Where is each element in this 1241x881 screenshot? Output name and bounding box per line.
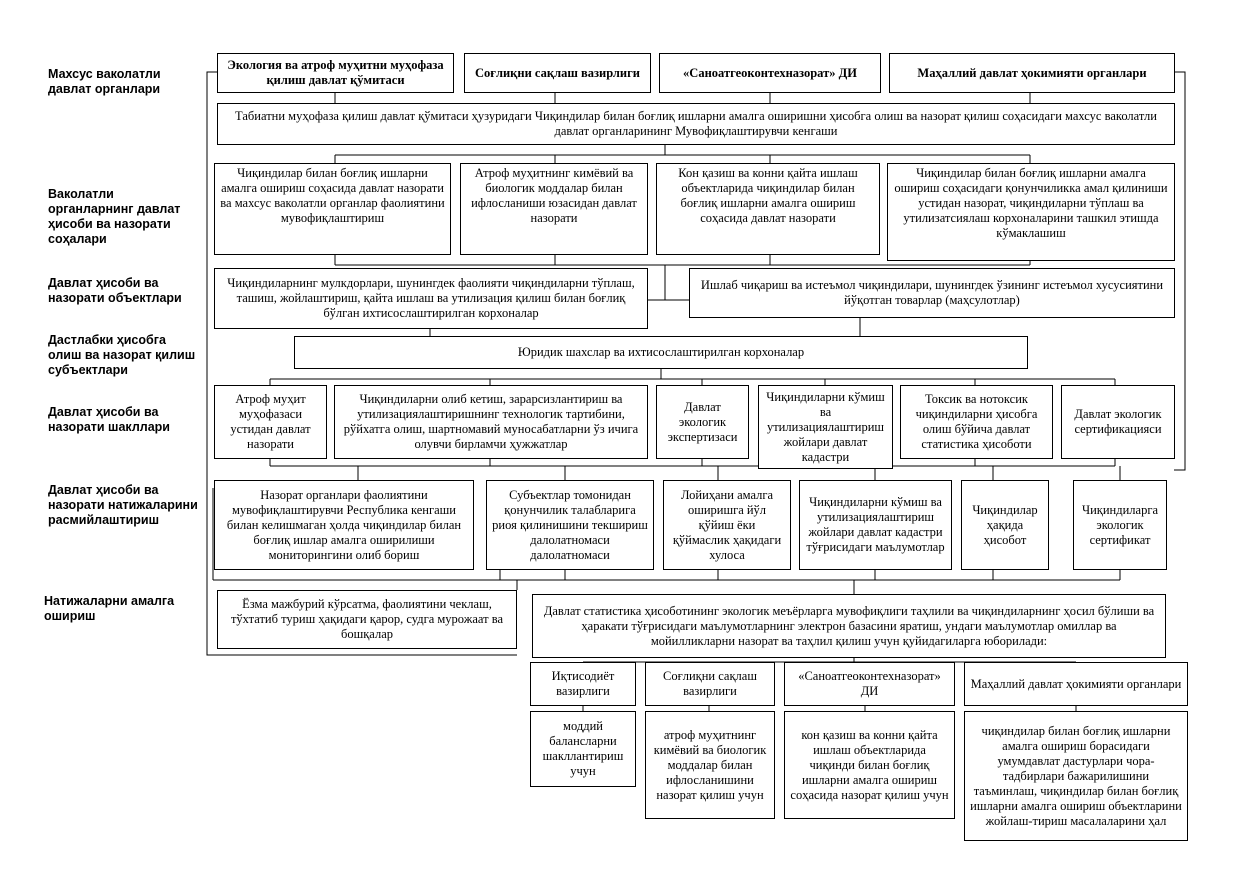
purpose-state-programs: чиқиндилар билан боғлиқ ишларни амалга ошириш борасидаги умумдавлат дастурлари чора-тадбирлари бажарилишини таъминлаш, чиқиндилар билан боғлиқ ишларни амалга ошириш объектларини жойлаш-тириш масалаларини ҳал <box>964 711 1188 841</box>
coordinating-council: Табиатни муҳофаза қилиш давлат қўмитаси ҳузуридаги Чиқиндилар билан боғлиқ ишларни амалга оширишни ҳисобга олиш ва назорат қилиш соҳасидаги махсус ваколатли давлат органларининг Мувофиқлаштирувчи кенгаши <box>217 103 1175 145</box>
subjects-legal-entities: Юридик шахслар ва ихтисослаштирилган корхоналар <box>294 336 1028 369</box>
recipient-local-authorities: Маҳаллий давлат ҳокимияти органлари <box>964 662 1188 706</box>
doc-waste-certificate: Чиқиндиларга экологик сертификат <box>1073 480 1167 570</box>
recipient-sanoatgeokontekhnazorat: «Саноатгеоконтехназорат» ДИ <box>784 662 955 706</box>
recipient-economy-ministry: Иқтисодиёт вазирлиги <box>530 662 636 706</box>
body-health-ministry: Соғлиқни сақлаш вазирлиги <box>464 53 651 93</box>
object-waste-goods: Ишлаб чиқариш ва истеъмол чиқиндилари, шунингдек ўзининг истеъмол хусусиятини йўқотган товарлар (маҳсулотлар) <box>689 268 1175 318</box>
form-environmental-control: Атроф муҳит муҳофазаси устидан давлат назорати <box>214 385 327 459</box>
body-sanoatgeokontekhnazorat: «Саноатгеоконтехназорат» ДИ <box>659 53 881 93</box>
result-enforcement: Ёзма мажбурий кўрсатма, фаолиятини чеклаш, тўхтатиб туриш ҳақидаги қарор, судга мурожаат ва бошқалар <box>217 590 517 649</box>
form-ecological-expertise: Давлат экологик экспертизаси <box>656 385 749 459</box>
sphere-legislation-control: Чиқиндилар билан боғлиқ ишларни амалга ошириш соҳасидаги қонунчиликка амал қилиниши устидан назорат, чиқиндиларни тўплаш ва утилизатсиялаш корхоналарини ташкил этишда кўмаклашиш <box>887 163 1175 261</box>
form-landfill-cadastre: Чиқиндиларни кўмиш ва утилизациялаштириш жойлари давлат кадастри <box>758 385 893 469</box>
object-waste-owners: Чиқиндиларнинг мулкдорлари, шунингдек фаолияти чиқиндиларни тўплаш, ташиш, жойлаштириш, қайта ишлаш ва утилизация қилиш билан боғлиқ бўлган ихтисослаштирилган корхоналар <box>214 268 648 329</box>
row-label-results: Натижаларни амалга ошириш <box>44 594 175 623</box>
doc-inspection-act: Субъектлар томонидан қонунчилик талабларига риоя қилинишини текшириш далолатномаси далолатномаси <box>486 480 654 570</box>
doc-cadastre-data: Чиқиндиларни кўмиш ва утилизациялаштириш жойлари давлат кадастри тўғрисидаги маълумотлар <box>799 480 952 570</box>
body-local-authorities: Маҳаллий давлат ҳокимияти органлари <box>889 53 1175 93</box>
row-label-documents: Давлат ҳисоби ва назорати натижаларини расмийлаштириш <box>48 483 198 527</box>
sphere-chemical-control: Атроф муҳитнинг кимёвий ва биологик моддалар билан ифлосланиши юзасидан давлат назорати <box>460 163 648 255</box>
purpose-pollution-control: атроф муҳитнинг кимёвий ва биологик моддалар билан ифлосланишини назорат қилиш учун <box>645 711 775 819</box>
doc-waste-report: Чиқиндилар ҳақида ҳисобот <box>961 480 1049 570</box>
sphere-mining-control: Кон қазиш ва конни қайта ишлаш объектларида чиқиндилар билан боғлиқ ишларни амалга ошириш соҳасида давлат назорати <box>656 163 880 255</box>
doc-monitoring: Назорат органлари фаолиятини мувофиқлаштирувчи Республика кенгаши билан келишмаган ҳолда чиқиндилар билан боғлиқ ишлар амалга оширилиши мониторингини олиб бориш <box>214 480 474 570</box>
sphere-coordination: Чиқиндилар билан боғлиқ ишларни амалга ошириш соҳасида давлат назорати ва махсус ваколатли органлар фаолиятини мувофиқлаштириш <box>214 163 451 255</box>
row-label-spheres: Ваколатли органларнинг давлат ҳисоби ва назорати соҳалари <box>48 187 181 246</box>
purpose-material-balances: моддий балансларни шакллантириш учун <box>530 711 636 787</box>
form-primary-documents: Чиқиндиларни олиб кетиш, зарарсизлантириш ва утилизациялаштиришнинг технологик тартибини, рўйхатга олиш, шартномавий муносабатларни ўз ичига олувчи бирламчи ҳужжатлар <box>334 385 648 459</box>
row-label-bodies: Махсус ваколатли давлат органлари <box>48 67 161 96</box>
result-statistical-analysis: Давлат статистика ҳисоботининг экологик меъёрларга мувофиқлиги таҳлили ва чиқиндиларнинг ҳосил бўлиши ва ҳаракати тўғрисидаги маълумотларнинг электрон базасини яратиш, ундаги маълумотлар омиллар ва мойилликларни назорат ва таҳлил қилиш учун қуйидагиларга юборилади: <box>532 594 1166 658</box>
recipient-health-ministry: Соғлиқни сақлаш вазирлиги <box>645 662 775 706</box>
purpose-mining-control: кон қазиш ва конни қайта ишлаш объектларида чиқинди билан боғлиқ ишларни амалга ошириш соҳасида назорат қилиш учун <box>784 711 955 819</box>
form-statistical-report: Токсик ва нотоксик чиқиндиларни ҳисобга олиш бўйича давлат статистика ҳисоботи <box>900 385 1053 459</box>
doc-project-conclusion: Лойиҳани амалга оширишга йўл қўйиш ёки қўймаслик ҳақидаги хулоса <box>663 480 791 570</box>
row-label-forms: Давлат ҳисоби ва назорати шакллари <box>48 405 170 434</box>
row-label-subjects: Дастлабки ҳисобга олиш ва назорат қилиш субъектлари <box>48 333 196 377</box>
body-ecology-committee: Экология ва атроф муҳитни муҳофаза қилиш давлат қўмитаси <box>217 53 454 93</box>
form-ecological-certification: Давлат экологик сертификацияси <box>1061 385 1175 459</box>
row-label-objects: Давлат ҳисоби ва назорати объектлари <box>48 276 182 305</box>
